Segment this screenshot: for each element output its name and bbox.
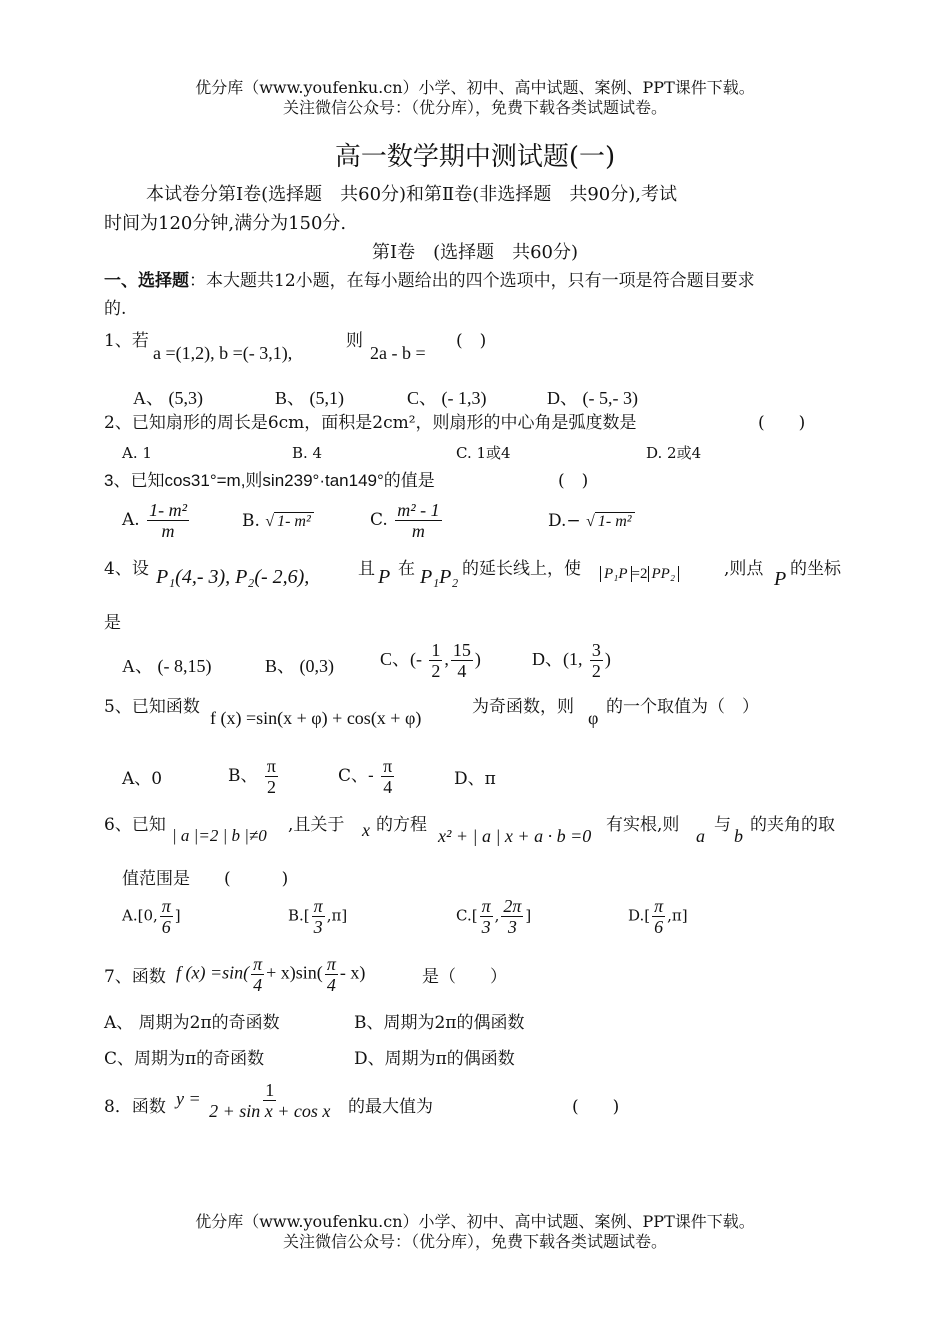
q5-prefix: 5、已知函数 xyxy=(104,697,200,717)
q4-condition-right: PP₂ xyxy=(648,566,680,582)
q4-suffix: 的坐标 xyxy=(790,559,841,579)
intro-line2: 时间为120分钟,满分为150分. xyxy=(104,213,347,234)
q1-option-d: D、 (- 5,- 3) xyxy=(547,388,638,408)
q4-option-c-den1: 2 xyxy=(431,661,441,681)
q6-option-c-label: C.[ xyxy=(456,906,478,925)
q3-option-d: D.− √ 1- m² xyxy=(548,510,635,533)
q7-option-b: B、周期为2π的偶函数 xyxy=(354,1013,525,1033)
q7-option-c: C、周期为π的奇函数 xyxy=(104,1049,265,1069)
q6-option-b-label: B.[ xyxy=(288,906,310,925)
q5-option-c-num: π xyxy=(383,756,393,776)
q7-function xyxy=(176,954,365,995)
q1-option-b: B、 (5,1) xyxy=(275,388,344,408)
section1-text-cont: 的. xyxy=(104,299,127,319)
q4-option-c: C、(- $\frac{1}{2}$ , $\frac{15}{4}$ ) xyxy=(380,640,481,681)
q2-option-b: B. 4 xyxy=(292,444,323,462)
q8-y: y = xyxy=(176,1088,201,1109)
q1-option-c: C、 (- 1,3) xyxy=(407,388,487,408)
q6-var-a: a xyxy=(696,826,705,846)
q2-option-c: C. 1或4 xyxy=(456,444,511,462)
q6-var-b: b xyxy=(734,826,743,846)
q3-answer-paren: ( ) xyxy=(558,471,589,491)
q4-mid3: 的延长线上，使 xyxy=(462,559,581,579)
q8-suffix: 的最大值为 xyxy=(348,1097,433,1117)
q7-den1: 4 xyxy=(253,975,263,995)
q6-option-b-end: ,π] xyxy=(326,906,348,925)
q4-option-d-den: 2 xyxy=(591,661,601,681)
q3-option-c-label: C. xyxy=(370,510,388,530)
q6-mid4: 与 xyxy=(714,815,731,835)
q2-text: 2、已知扇形的周长是6cm，面积是2cm²，则扇形的中心角是弧度数是 xyxy=(104,413,637,433)
q4-point-p2: P xyxy=(774,568,787,590)
q4-option-c-num2: 15 xyxy=(452,640,471,660)
q2-option-a: A. 1 xyxy=(122,444,152,462)
q1-given: a =(1,2), b =(- 3,1), xyxy=(153,343,293,363)
q4-option-a: A、 (- 8,15) xyxy=(122,656,212,676)
q6-suffix: 的夹角的取 xyxy=(750,815,835,835)
q6-condition: | a |=2 | b |≠0 xyxy=(172,826,267,845)
q6-option-c-num1: π xyxy=(481,896,491,916)
q3-option-b-label: B. xyxy=(242,511,260,531)
q6-option-a-label: A.[0, xyxy=(122,906,158,925)
q6-option-d-label: D.[ xyxy=(628,906,651,925)
section1-text: ：本大题共12小题，在每小题给出的四个选项中，只有一项是符合题目要求 xyxy=(189,271,755,291)
q6-option-c-den2: 3 xyxy=(507,917,517,937)
q4-point-p: P xyxy=(378,566,391,588)
q5-function: f (x) =sin(x + φ) + cos(x + φ) xyxy=(210,708,422,728)
q7-function-start: f (x) =sin( xyxy=(176,962,250,983)
q5-option-c xyxy=(338,756,396,797)
section1-label: 一、选择题 xyxy=(104,271,189,291)
q5-suffix: 的一个取值为（ ） xyxy=(606,697,759,717)
q1-prefix: 1、若 xyxy=(104,331,149,351)
q6-option-a-den: 6 xyxy=(161,917,171,937)
q6-option-c-end: ] xyxy=(525,906,532,925)
q6-option-d-den: 6 xyxy=(654,917,664,937)
q1-answer-paren: ( ) xyxy=(456,331,487,351)
q7-num1: π xyxy=(253,954,263,974)
q6-option-d xyxy=(628,896,688,937)
q6-option-c-den1: 3 xyxy=(481,917,491,937)
q6-option-c-num2: 2π xyxy=(503,896,522,916)
q3-option-c-den: m xyxy=(411,521,425,541)
q7-num2: π xyxy=(326,954,336,974)
q4-condition-mid: =2 xyxy=(631,566,648,582)
q6-prefix: 6、已知 xyxy=(104,815,166,835)
q6-option-b xyxy=(288,896,347,937)
q8-answer-paren: ( ) xyxy=(572,1097,620,1117)
q7-option-d: D、周期为π的偶函数 xyxy=(354,1049,515,1069)
q7-prefix: 7、函数 xyxy=(104,967,166,987)
q3-option-c xyxy=(370,500,444,541)
q3-option-c-num: m² - 1 xyxy=(397,500,440,520)
q4-option-c-label: C、(- xyxy=(380,649,422,669)
q6-mid3: 有实根,则 xyxy=(606,815,680,835)
q6-var-x: x xyxy=(362,820,370,840)
q2-option-d: D. 2或4 xyxy=(646,444,702,462)
q8-function xyxy=(176,1080,334,1121)
q3-option-a xyxy=(122,500,191,541)
q5-option-b-label: B、 xyxy=(228,766,258,786)
q5-option-d: D、π xyxy=(454,769,496,789)
q4-cont: 是 xyxy=(104,613,121,633)
q6-mid1: ,且关于 xyxy=(288,815,345,835)
q8-prefix: 8．函数 xyxy=(104,1097,166,1117)
q5-option-c-den: 4 xyxy=(383,777,393,797)
q4-option-d-label: D、(1, xyxy=(532,649,583,669)
q4-mid1: 且 xyxy=(358,559,375,579)
q4-option-c-num1: 1 xyxy=(431,640,441,660)
q4-condition xyxy=(600,566,679,583)
q4-option-d: D、(1, $\frac{3}{2}$ ) xyxy=(532,640,611,681)
q7-option-a: A、 周期为2π的奇函数 xyxy=(104,1013,280,1033)
q6-option-a-num: π xyxy=(161,896,171,916)
section1-instructions xyxy=(104,270,755,292)
q3-text: 3、已知cos31°=m,则sin239°·tan149°的值是 xyxy=(104,471,435,490)
q4-points: P₁(4,- 3), P₂(- 2,6), xyxy=(156,566,310,588)
q4-segment: P₁P₂ xyxy=(420,566,459,588)
q3-option-b: B. √ 1- m² xyxy=(242,510,314,533)
q1-then: 则 xyxy=(346,331,363,351)
q5-mid: 为奇函数，则 xyxy=(472,697,574,717)
q7-function-end: - x) xyxy=(339,962,366,983)
page-footer-line1: 优分库（www.youfenku.cn）小学、初中、高中试题、案例、PPT课件下载。 xyxy=(195,1212,755,1231)
q3-option-a-label: A. xyxy=(122,510,140,530)
q4-mid4: ,则点 xyxy=(724,559,764,579)
q5-option-a: A、0 xyxy=(122,769,163,789)
q6-option-b-den: 3 xyxy=(313,917,323,937)
page-title: 高一数学期中测试题(一) xyxy=(334,142,616,172)
q4-option-c-den2: 4 xyxy=(457,661,467,681)
q6-option-a xyxy=(122,896,181,937)
q5-option-b-den: 2 xyxy=(266,777,276,797)
q6-mid2: 的方程 xyxy=(376,815,427,835)
q5-option-c-label: C、- xyxy=(338,766,374,786)
q1-expr: 2a - b = xyxy=(370,343,426,363)
page-header-line1: 优分库（www.youfenku.cn）小学、初中、高中试题、案例、PPT课件下载。 xyxy=(195,78,755,97)
q6-option-d-end: ,π] xyxy=(667,906,688,925)
q5-phi: φ xyxy=(588,708,599,728)
page-header-line2: 关注微信公众号：（优分库），免费下载各类试题试卷。 xyxy=(282,98,667,117)
q6-cont: 值范围是 ( ) xyxy=(122,869,289,889)
q6-option-b-num: π xyxy=(313,896,323,916)
q2-answer-paren: ( ) xyxy=(758,413,806,433)
q5-option-b xyxy=(228,756,280,797)
q4-mid2: 在 xyxy=(398,559,415,579)
q6-equation: x² + | a | x + a · b =0 xyxy=(438,826,592,846)
q6-option-c: C.[ $\frac{\pi}{3}$ , $\frac{2\pi}{3}$ ] xyxy=(456,896,532,937)
page-footer-line2: 关注微信公众号：（优分库），免费下载各类试题试卷。 xyxy=(282,1232,667,1251)
q3-option-a-num: 1- m² xyxy=(149,500,187,520)
q4-condition-left: P₁P xyxy=(600,566,632,582)
q4-option-d-num: 3 xyxy=(591,640,601,660)
q8-den: 2 + sin x + cos x xyxy=(209,1101,331,1121)
q4-prefix: 4、设 xyxy=(104,559,149,579)
q3-option-d-label: D.− xyxy=(548,511,581,531)
q3-option-b-radicand: 1- m² xyxy=(274,512,314,530)
q7-den2: 4 xyxy=(326,975,336,995)
q7-function-mid: + x)sin( xyxy=(266,962,323,983)
q7-suffix: 是（ ） xyxy=(422,967,507,987)
part1-heading: 第Ⅰ卷 (选择题 共60分) xyxy=(371,242,579,263)
q8-num: 1 xyxy=(265,1080,275,1100)
q5-option-b-num: π xyxy=(266,756,276,776)
q3-option-d-radicand: 1- m² xyxy=(595,512,635,530)
q4-option-b: B、 (0,3) xyxy=(265,656,334,676)
q3-option-a-den: m xyxy=(161,521,175,541)
q1-option-a: A、 (5,3) xyxy=(133,388,203,408)
intro-line1: 本试卷分第Ⅰ卷(选择题 共60分)和第Ⅱ卷(非选择题 共90分),考试 xyxy=(146,184,677,205)
q6-option-a-end: ] xyxy=(174,906,181,925)
q6-option-d-num: π xyxy=(654,896,664,916)
